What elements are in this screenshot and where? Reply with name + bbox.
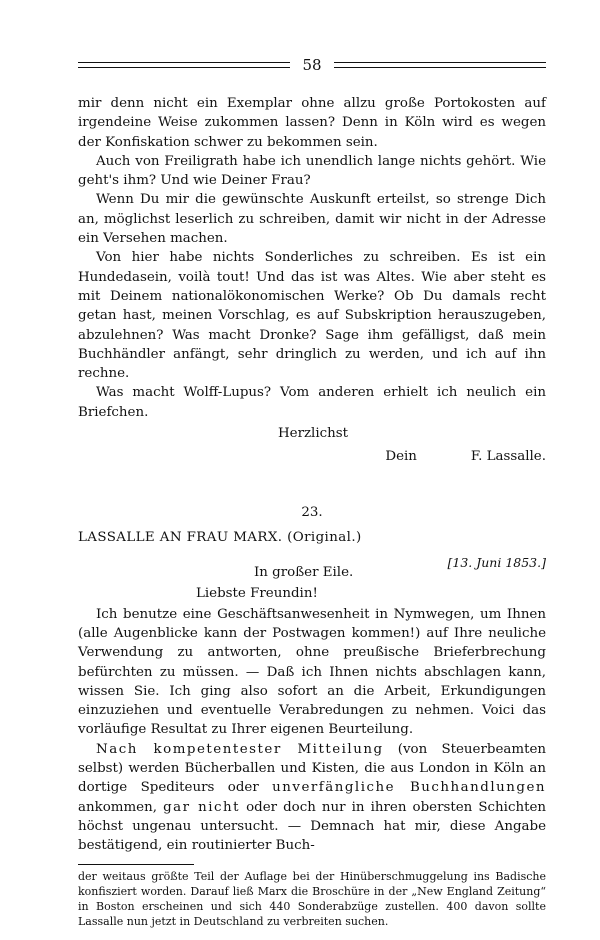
- text-run: ankommen,: [78, 799, 164, 815]
- spaced-emphasis: gar nicht: [163, 799, 240, 815]
- paragraph: [78, 740, 546, 856]
- letter-heading: LASSALLE AN FRAU MARX. (Original.): [78, 529, 362, 545]
- footnote-rule: [78, 864, 194, 865]
- paragraph: mir denn nicht ein Exemplar ohne allzu große Portokosten auf irgendeine Weise zukommen lassen? Denn in Köln wird es wegen der Konfiskation schwer zu bekommen sein.: [78, 96, 546, 150]
- spaced-emphasis: Nach kompetentester Mitteilung: [96, 741, 384, 757]
- letter-closing: [78, 424, 546, 467]
- body-text-top: [78, 94, 546, 422]
- letter-place-note: In großer Eile.: [254, 564, 354, 580]
- header-rule-right: [334, 62, 546, 68]
- paragraph: Was macht Wolff-Lupus? Vom anderen erhielt ich neulich ein Briefchen.: [78, 385, 546, 420]
- closing-signature-line: [78, 447, 546, 466]
- header-rule-left: [78, 62, 290, 68]
- closing-dein: Dein: [385, 449, 417, 465]
- page-number: 58: [302, 56, 322, 74]
- letter-number: 23.: [301, 504, 323, 520]
- paragraph: Ich benutze eine Geschäftsanwesenheit in Nymwegen, um Ihnen (alle Augenblicke kann der Postwagen kommen!) auf Ihre neuliche Verwendung zu antworten, ohne preußische Brieferbrechung befürchten zu müssen. — Daß ich Ihnen nichts abschlagen kann, wissen Sie. Ich ging also sofort an die Arbeit, Erkundigungen einzuziehen und eventuelle Verabredungen zu nehmen. Voici das vorläufige Resultat zu Ihrer eigenen Beurteilung.: [78, 606, 546, 738]
- spaced-emphasis: unverfängliche Buchhandlungen: [272, 780, 547, 796]
- signature: F. Lassalle.: [470, 449, 546, 465]
- letter-meta: [78, 555, 546, 580]
- text-run: oder doch nur in ihren obersten Schichten höchst ungenau untersucht. — Demnach hat mir, diese Angabe bestätigend, ein routinierter Buch-: [78, 799, 546, 854]
- footnote: der weitaus größte Teil der Auflage bei der Hinüberschmuggelung ins Badische konfisziert worden. Darauf ließ Marx die Broschüre in der „New England Zeitung“ in Boston erscheinen und sich 440 Sonderabzüge zustellen. 400 davon sollte Lassalle nun jetzt in Deutschland zu verbreiten suchen.: [78, 869, 546, 928]
- paragraph: Auch von Freiligrath habe ich unendlich lange nichts gehört. Wie geht's ihm? Und wie Deiner Frau?: [78, 153, 546, 189]
- body-text-letter: [78, 605, 546, 856]
- letter-date: [13. Juni 1853.]: [447, 554, 546, 570]
- paragraph: Wenn Du mir die gewünschte Auskunft erteilst, so strenge Dich an, möglichst leserlich zu schreiben, damit wir nicht in der Adresse ein Versehen machen.: [78, 192, 546, 247]
- text-run: (von Steuerbeamten selbst) werden Bücherballen und Kisten, die aus London in Köln an dortige Spediteurs oder: [78, 741, 546, 796]
- paragraph: Von hier habe nichts Sonderliches zu schreiben. Es ist ein Hundedasein, voilà tout! Und das ist was Altes. Wie aber steht es mit Deinem nationalökonomischen Werke? Ob Du damals recht getan hast, meinen Vorschlag, es auf Subskription herauszugeben, abzulehnen? Was macht Dronke? Sage ihm gefälligst, daß mein Buchhändler anfängt, sehr dringlich zu werden, und ich auf ihn rechne.: [78, 250, 546, 382]
- book-page: [78, 54, 546, 929]
- closing-greeting: Herzlichst: [278, 426, 349, 442]
- salutation: Liebste Freundin!: [196, 585, 318, 601]
- page-header: [78, 54, 546, 76]
